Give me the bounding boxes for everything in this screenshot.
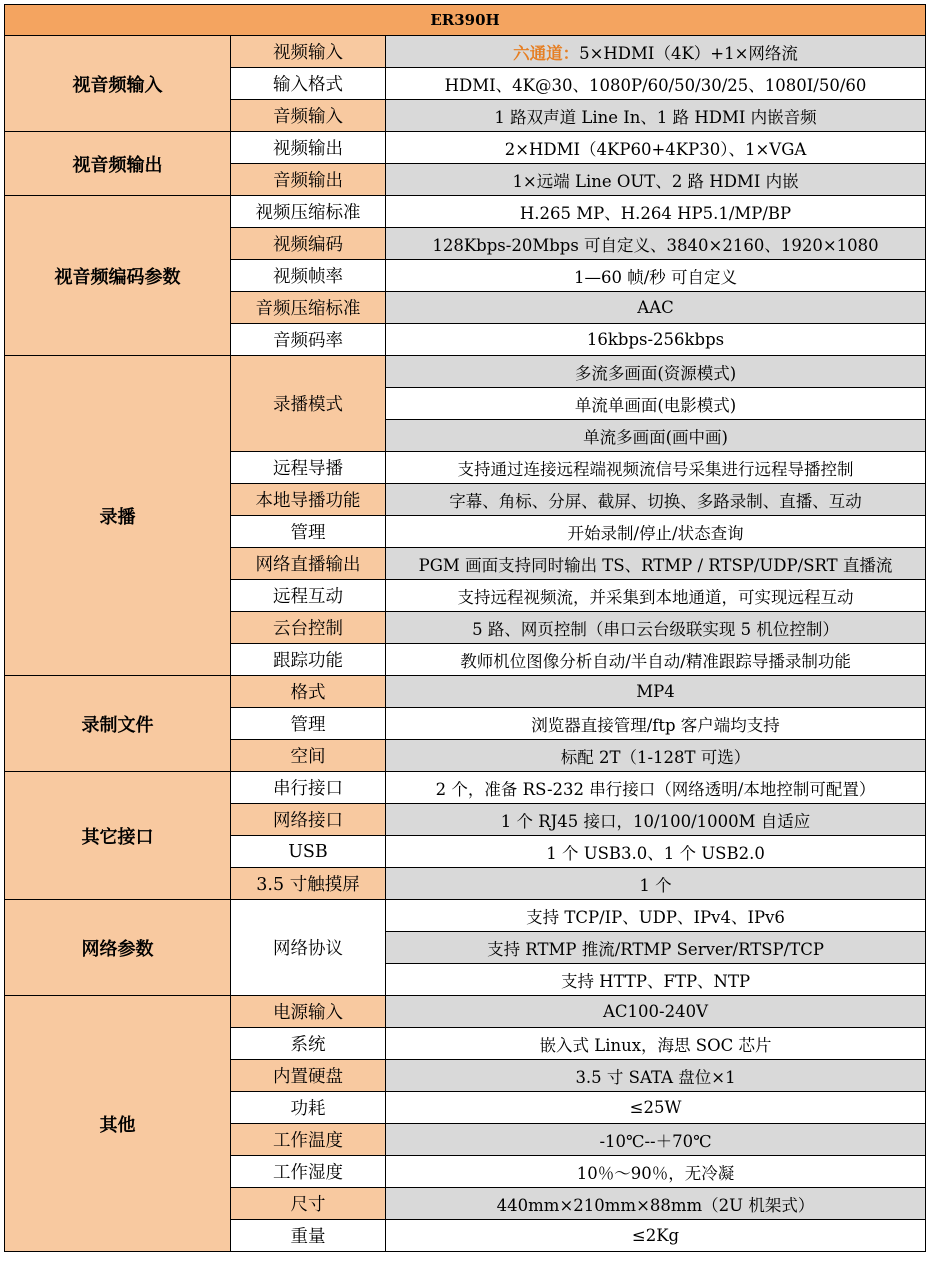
category-cell: 其它接口 [5,772,231,900]
label-cell: 网络接口 [231,804,386,836]
value-cell [386,36,926,68]
label-cell: 视频帧率 [231,260,386,292]
value-cell: AC100-240V [386,996,926,1028]
value-cell: ≤2Kg [386,1220,926,1252]
label-cell: 音频压缩标准 [231,292,386,324]
value-cell: -10℃--＋70℃ [386,1124,926,1156]
label-cell: 远程互动 [231,580,386,612]
value-cell: 5 路、网页控制（串口云台级联实现 5 机位控制） [386,612,926,644]
value-text: 5×HDMI（4K）+1×网络流 [579,43,798,63]
label-cell: 格式 [231,676,386,708]
value-cell: ≤25W [386,1092,926,1124]
label-cell: 视频输入 [231,36,386,68]
value-cell: 支持 HTTP、FTP、NTP [386,964,926,996]
table-row [5,132,926,164]
label-cell: 视频输出 [231,132,386,164]
label-cell: 管理 [231,708,386,740]
table-row [5,996,926,1028]
category-cell: 录制文件 [5,676,231,772]
value-cell: 1 个 [386,868,926,900]
label-cell: 音频输入 [231,100,386,132]
label-cell: 云台控制 [231,612,386,644]
category-cell: 其他 [5,996,231,1252]
label-cell: 系统 [231,1028,386,1060]
value-cell: 单流多画面(画中画) [386,420,926,452]
value-cell: HDMI、4K@30、1080P/60/50/30/25、1080I/50/60 [386,68,926,100]
value-cell: 支持 RTMP 推流/RTMP Server/RTSP/TCP [386,932,926,964]
table-row [5,36,926,68]
value-cell: 标配 2T（1-128T 可选） [386,740,926,772]
value-cell: 128Kbps-20Mbps 可自定义、3840×2160、1920×1080 [386,228,926,260]
value-cell: 10％～90％，无冷凝 [386,1156,926,1188]
label-cell: 网络直播输出 [231,548,386,580]
value-cell: 1×远端 Line OUT、2 路 HDMI 内嵌 [386,164,926,196]
label-cell: 音频输出 [231,164,386,196]
label-cell: 视频压缩标准 [231,196,386,228]
value-cell: 1 个 USB3.0、1 个 USB2.0 [386,836,926,868]
value-cell: 3.5 寸 SATA 盘位×1 [386,1060,926,1092]
label-cell: 远程导播 [231,452,386,484]
table-title: ER390H [5,5,926,36]
category-cell: 网络参数 [5,900,231,996]
value-cell: 支持通过连接远程端视频流信号采集进行远程导播控制 [386,452,926,484]
table-row [5,772,926,804]
label-cell: 视频编码 [231,228,386,260]
label-cell: 输入格式 [231,68,386,100]
value-cell: 16kbps-256kbps [386,324,926,356]
value-cell: 字幕、角标、分屏、截屏、切换、多路录制、直播、互动 [386,484,926,516]
value-cell: 浏览器直接管理/ftp 客户端均支持 [386,708,926,740]
value-cell: 1 路双声道 Line In、1 路 HDMI 内嵌音频 [386,100,926,132]
value-cell: 2 个，准备 RS-232 串行接口（网络透明/本地控制可配置） [386,772,926,804]
category-cell: 录播 [5,356,231,676]
value-cell: 440mm×210mm×88mm（2U 机架式） [386,1188,926,1220]
category-cell: 视音频输入 [5,36,231,132]
value-cell: 支持远程视频流，并采集到本地通道，可实现远程互动 [386,580,926,612]
label-cell: USB [231,836,386,868]
spec-table [4,4,926,1252]
value-cell: 1 个 RJ45 接口，10/100/1000M 自适应 [386,804,926,836]
table-row [5,356,926,388]
label-cell: 串行接口 [231,772,386,804]
value-cell: 嵌入式 Linux，海思 SOC 芯片 [386,1028,926,1060]
category-cell: 视音频编码参数 [5,196,231,356]
highlight-text: 六通道： [513,43,580,63]
value-cell: 教师机位图像分析自动/半自动/精准跟踪导播录制功能 [386,644,926,676]
value-cell: 单流单画面(电影模式) [386,388,926,420]
label-cell: 工作湿度 [231,1156,386,1188]
label-cell: 管理 [231,516,386,548]
category-cell: 视音频输出 [5,132,231,196]
table-row [5,900,926,932]
label-cell: 录播模式 [231,356,386,452]
value-cell: 支持 TCP/IP、UDP、IPv4、IPv6 [386,900,926,932]
table-row [5,676,926,708]
title-row [5,5,926,36]
label-cell: 音频码率 [231,324,386,356]
label-cell: 工作温度 [231,1124,386,1156]
label-cell: 尺寸 [231,1188,386,1220]
label-cell: 内置硬盘 [231,1060,386,1092]
value-cell: PGM 画面支持同时输出 TS、RTMP / RTSP/UDP/SRT 直播流 [386,548,926,580]
label-cell: 本地导播功能 [231,484,386,516]
label-cell: 重量 [231,1220,386,1252]
value-cell: 1—60 帧/秒 可自定义 [386,260,926,292]
value-cell: 2×HDMI（4KP60+4KP30）、1×VGA [386,132,926,164]
value-cell: 多流多画面(资源模式) [386,356,926,388]
value-cell: H.265 MP、H.264 HP5.1/MP/BP [386,196,926,228]
table-row [5,196,926,228]
value-cell: 开始录制/停止/状态查询 [386,516,926,548]
label-cell: 功耗 [231,1092,386,1124]
value-cell: MP4 [386,676,926,708]
label-cell: 空间 [231,740,386,772]
label-cell: 电源输入 [231,996,386,1028]
label-cell: 跟踪功能 [231,644,386,676]
label-cell: 3.5 寸触摸屏 [231,868,386,900]
label-cell: 网络协议 [231,900,386,996]
value-cell: AAC [386,292,926,324]
